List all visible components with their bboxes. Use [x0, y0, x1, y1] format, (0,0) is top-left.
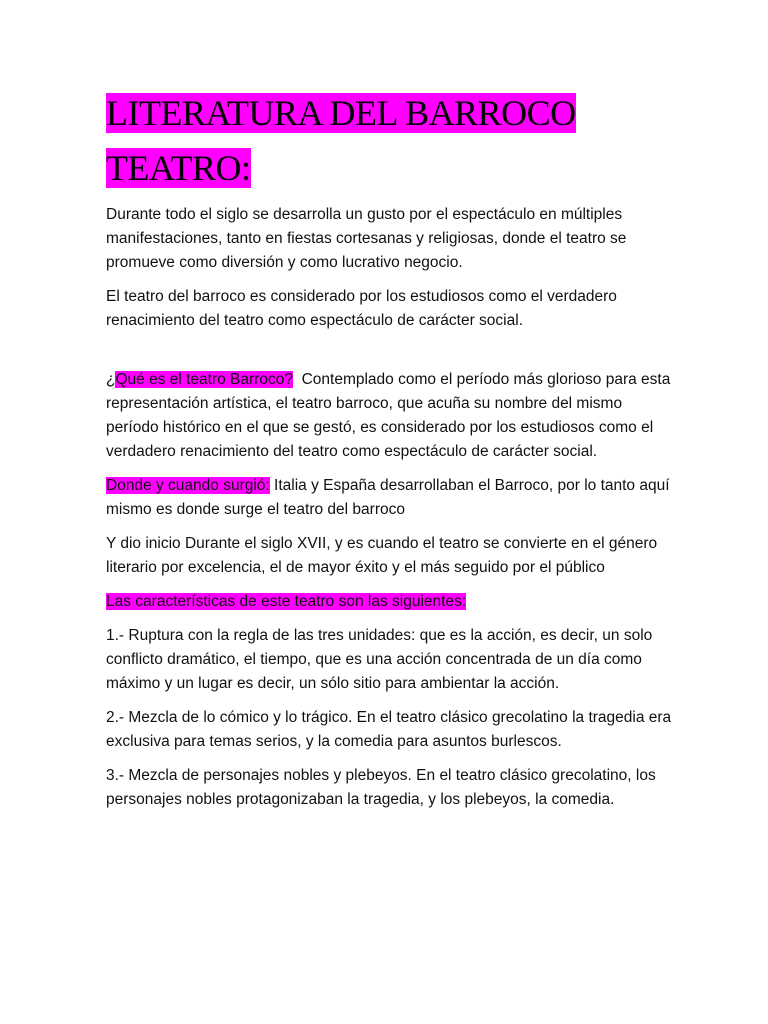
question-highlight: Qué es el teatro Barroco? [115, 371, 293, 388]
title-line-2: TEATRO: [106, 148, 251, 188]
feature-item-1: 1.- Ruptura con la regla de las tres unidades: que es la acción, es decir, un solo conflicto dramático, el tiempo, que es una acción concentrada de un día como máximo y un lugar es decir, un sólo sitio para ambientar la acción. [106, 627, 653, 692]
document-body [106, 203, 676, 822]
document-title [106, 86, 666, 196]
title-line-1: LITERATURA DEL BARROCO [106, 93, 576, 133]
feature-item-2: 2.- Mezcla de lo cómico y lo trágico. En el teatro clásico grecolatino la tragedia era exclusiva para temas serios, y la comedia para asuntos burlescos. [106, 709, 672, 750]
origin-text: Italia y España desarrollaban el Barroco, por lo tanto aquí mismo es donde surge el teatro del barroco [106, 477, 670, 518]
question-text: Contemplado como el período más glorioso para esta representación artística, el teatro barroco, que acuña su nombre del mismo período histórico en el que se gestó, es considerado por los estudiosos como el verdadero renacimiento del teatro como espectáculo de carácter social. [106, 371, 675, 460]
question-mark: ¿ [106, 371, 116, 388]
features-heading: Las características de este teatro son las siguientes: [106, 593, 467, 610]
renaissance-paragraph: El teatro del barroco es considerado por los estudiosos como el verdadero renacimiento del teatro como espectáculo de carácter social. [106, 288, 617, 329]
feature-item-3: 3.- Mezcla de personajes nobles y plebeyos. En el teatro clásico grecolatino, los personajes nobles protagonizaban la tragedia, y los plebeyos, la comedia. [106, 767, 656, 808]
question-paragraph [106, 368, 676, 464]
features-heading-paragraph [106, 590, 676, 614]
century-paragraph: Y dio inicio Durante el siglo XVII, y es cuando el teatro se convierte en el género literario por excelencia, el de mayor éxito y el más seguido por el público [106, 535, 658, 576]
intro-paragraph: Durante todo el siglo se desarrolla un gusto por el espectáculo en múltiples manifestaciones, tanto en fiestas cortesanas y religiosas, donde el teatro se promueve como diversión y como lucrativo negocio. [106, 206, 627, 271]
origin-paragraph [106, 474, 676, 522]
origin-highlight: Donde y cuando surgió: [106, 477, 270, 494]
